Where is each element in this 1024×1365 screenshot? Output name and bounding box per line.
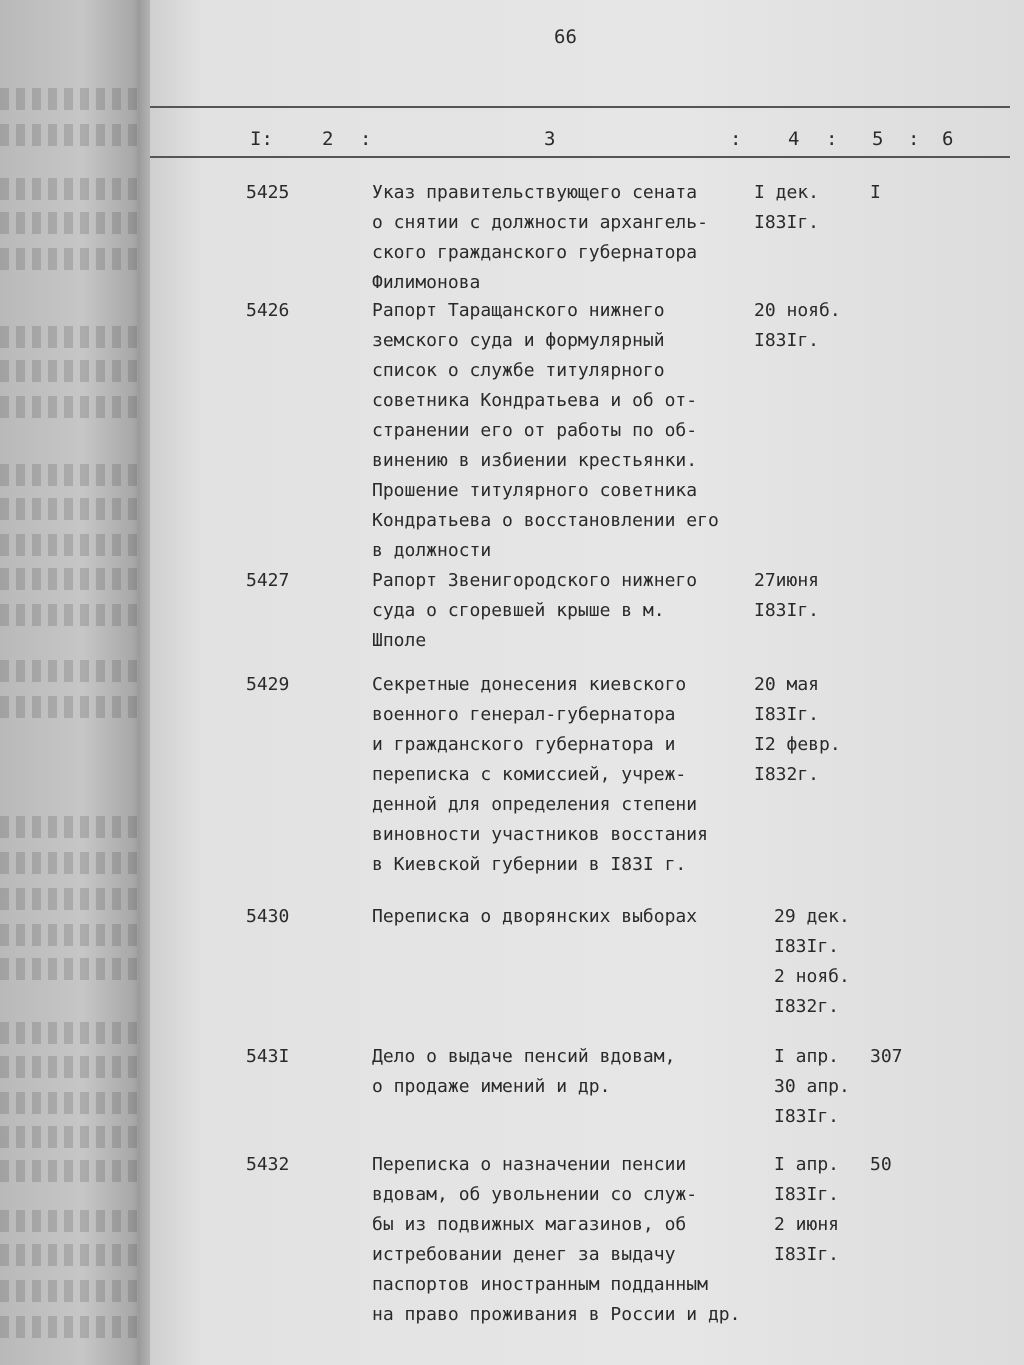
description-line: советника Кондратьева и об от- (372, 390, 698, 411)
bleed-through-text (0, 1316, 150, 1338)
bleed-through-text (0, 88, 150, 110)
description-line: земского суда и формулярный (372, 330, 665, 351)
bleed-through-text (0, 604, 150, 626)
bleed-through-text (0, 568, 150, 590)
col-header-separator: : (360, 128, 372, 150)
bleed-through-text (0, 924, 150, 946)
date-line: I83Iг. (754, 704, 820, 725)
entry-dates (754, 178, 864, 238)
date-line: 2 нояб. (774, 966, 850, 987)
date-line: I83Iг. (774, 1106, 840, 1127)
entry-description (372, 902, 772, 932)
description-line: виновности участников восстания (372, 824, 708, 845)
col-header-5: 5 (872, 128, 884, 150)
entry-description (372, 1150, 772, 1330)
bleed-through-text (0, 534, 150, 556)
col-header-4: 4 (788, 128, 800, 150)
bleed-through-text (0, 1022, 150, 1044)
description-line: ского гражданского губернатора (372, 242, 698, 263)
entry-description (372, 1042, 772, 1102)
description-line: Шполе (372, 630, 427, 651)
description-line: вдовам, об увольнении со служ- (372, 1184, 698, 1205)
entry-dates (774, 1042, 884, 1132)
entry-number: 543I (246, 1046, 290, 1067)
description-line: Секретные донесения киевского (372, 674, 687, 695)
description-line: паспортов иностранным подданным (372, 1274, 708, 1295)
description-line: Рапорт Звенигородского нижнего (372, 570, 698, 591)
description-line: переписка с комиссией, учреж- (372, 764, 687, 785)
entry-number: 5426 (246, 300, 290, 321)
description-line: список о службе титулярного (372, 360, 665, 381)
bleed-through-text (0, 1280, 150, 1302)
entry-dates (774, 902, 884, 1022)
description-line: Переписка о назначении пенсии (372, 1154, 687, 1175)
entry-description (372, 178, 772, 298)
entry-dates (774, 1150, 884, 1270)
bleed-through-text (0, 498, 150, 520)
col-header-separator: : (730, 128, 742, 150)
date-line: 27июня (754, 570, 820, 591)
bleed-through-text (0, 396, 150, 418)
bleed-through-text (0, 1126, 150, 1148)
description-line: в должности (372, 540, 492, 561)
entry-number: 5429 (246, 674, 290, 695)
entry-description (372, 566, 772, 656)
description-line: суда о сгоревшей крыше в м. (372, 600, 665, 621)
col-header-3: 3 (544, 128, 556, 150)
bleed-through-text (0, 326, 150, 348)
date-line: I дек. (754, 182, 820, 203)
bleed-through-text (0, 360, 150, 382)
date-line: I83Iг. (774, 936, 840, 957)
description-line: Кондратьева о восстановлении его (372, 510, 719, 531)
date-line: I832г. (754, 764, 820, 785)
page-number: 66 (554, 26, 577, 48)
description-line: винению в избиении крестьянки. (372, 450, 698, 471)
bleed-through-text (0, 464, 150, 486)
description-line: денной для определения степени (372, 794, 698, 815)
description-line: Переписка о дворянских выборах (372, 906, 698, 927)
entry-dates (754, 670, 864, 790)
entry-dates (754, 296, 864, 356)
date-line: I832г. (774, 996, 840, 1017)
date-line: 20 мая (754, 674, 820, 695)
description-line: военного генерал-губернатора (372, 704, 676, 725)
date-line: I2 февр. (754, 734, 841, 755)
col-header-6: 6 (942, 128, 954, 150)
date-line: I83Iг. (754, 212, 820, 233)
entry-description (372, 670, 772, 880)
entry-sheet-count: 50 (870, 1154, 892, 1175)
bleed-through-text (0, 696, 150, 718)
entry-description (372, 296, 772, 566)
bleed-through-text (0, 1210, 150, 1232)
date-line: I апр. (774, 1046, 840, 1067)
date-line: I83Iг. (754, 330, 820, 351)
bleed-through-text (0, 888, 150, 910)
col-header-2: 2 (322, 128, 334, 150)
bleed-through-text (0, 178, 150, 200)
entry-number: 5427 (246, 570, 290, 591)
header-rule-bottom (150, 156, 1010, 158)
entry-dates (754, 566, 864, 626)
bleed-through-text (0, 1160, 150, 1182)
date-line: I83Iг. (754, 600, 820, 621)
date-line: I апр. (774, 1154, 840, 1175)
entry-sheet-count: I (870, 182, 881, 203)
bleed-through-text (0, 248, 150, 270)
description-line: странении его от работы по об- (372, 420, 698, 441)
date-line: 2 июня (774, 1214, 840, 1235)
entry-number: 5430 (246, 906, 290, 927)
bleed-through-text (0, 660, 150, 682)
description-line: бы из подвижных магазинов, об (372, 1214, 687, 1235)
description-line: Указ правительствующего сената (372, 182, 698, 203)
bleed-through-text (0, 212, 150, 234)
date-line: 20 нояб. (754, 300, 841, 321)
bleed-through-text (0, 1244, 150, 1266)
bleed-through-text (0, 1092, 150, 1114)
entry-number: 5432 (246, 1154, 290, 1175)
description-line: истребовании денег за выдачу (372, 1244, 676, 1265)
description-line: о продаже имений и др. (372, 1076, 611, 1097)
description-line: Филимонова (372, 272, 481, 293)
description-line: о снятии с должности архангель- (372, 212, 708, 233)
description-line: Дело о выдаче пенсий вдовам, (372, 1046, 676, 1067)
document-page (150, 0, 1024, 1365)
description-line: на право проживания в России и др. (372, 1304, 741, 1325)
bleed-through-text (0, 958, 150, 980)
bleed-through-text (0, 1056, 150, 1078)
previous-page-edge (0, 0, 150, 1365)
col-header-separator: : (826, 128, 838, 150)
date-line: 29 дек. (774, 906, 850, 927)
col-header-1: I: (250, 128, 273, 150)
date-line: I83Iг. (774, 1244, 840, 1265)
col-header-separator: : (908, 128, 920, 150)
entry-sheet-count: 307 (870, 1046, 903, 1067)
bleed-through-text (0, 124, 150, 146)
description-line: в Киевской губернии в I83I г. (372, 854, 687, 875)
description-line: и гражданского губернатора и (372, 734, 676, 755)
bleed-through-text (0, 816, 150, 838)
description-line: Рапорт Таращанского нижнего (372, 300, 665, 321)
description-line: Прошение титулярного советника (372, 480, 698, 501)
date-line: I83Iг. (774, 1184, 840, 1205)
entry-number: 5425 (246, 182, 290, 203)
header-rule-top (150, 106, 1010, 108)
date-line: 30 апр. (774, 1076, 850, 1097)
bleed-through-text (0, 852, 150, 874)
